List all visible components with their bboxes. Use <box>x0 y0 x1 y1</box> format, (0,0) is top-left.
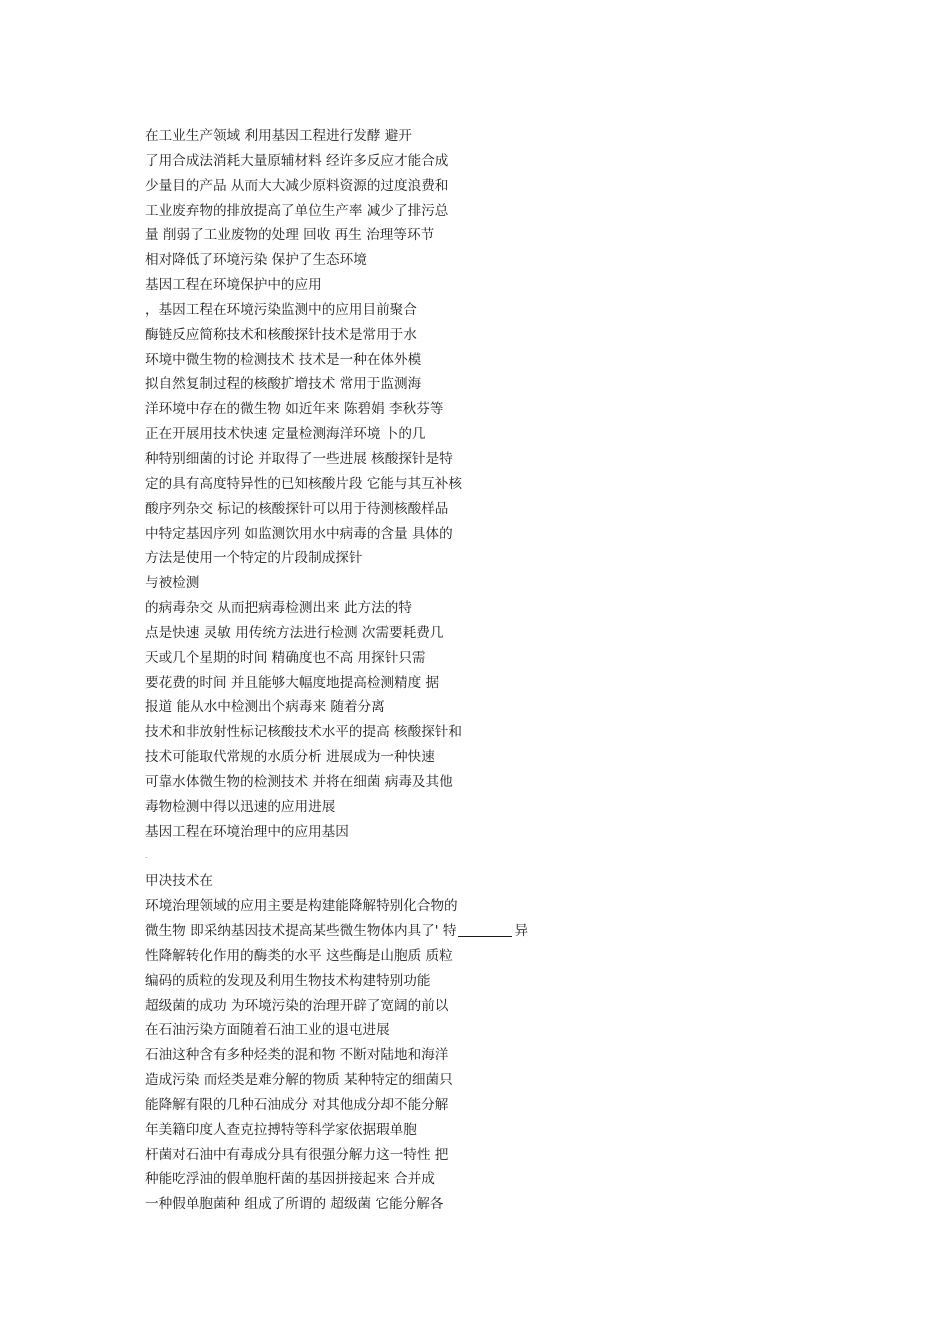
text-line: 编码的质粒的发现及利用生物技术构建特别功能 <box>145 972 431 989</box>
text-line: 环境治理领域的应用主要是构建能降解特别化合物的 <box>145 898 458 915</box>
text-line: 年美籍印度人查克拉搏特等科学家依据瑕单胞 <box>145 1121 417 1138</box>
text-line: 洋环境中存在的微生物 如近年来 陈碧娟 李秋芬等 <box>145 401 444 418</box>
text-line: 超级菌的成功 为环境污染的治理开辟了宽阔的前以 <box>145 997 449 1014</box>
text-line: 甲决技术在 <box>145 873 213 890</box>
text-line: 中特定基因序列 如监测饮用水中病毒的含量 具体的 <box>145 525 453 542</box>
text-line: ，基因工程在环境污染监测中的应用目前聚合 <box>145 301 417 318</box>
text-line: 与被检测 <box>145 575 200 592</box>
text-line: 一种假单胞菌种 组成了所谓的 超级菌 它能分解各 <box>145 1196 444 1213</box>
text-line: 可靠水体微生物的检测技术 并将在细菌 病毒及其他 <box>145 773 453 790</box>
line-text: 微生物 即采纳基因技术提高某些微生物体内具了' 特 <box>145 923 457 939</box>
text-line: 报道 能从水中检测出个病毒来 随着分离 <box>145 699 385 716</box>
text-line: 性降解转化作用的酶类的水平 这些酶是山胞质 质粒 <box>145 947 453 964</box>
text-line: 点是快速 灵敏 用传统方法进行检测 次需要耗费几 <box>145 624 444 641</box>
text-line: 天或几个星期的时间 精确度也不高 用探针只需 <box>145 649 426 666</box>
text-line: 技术和非放射性标记核酸技术水平的提高 核酸探针和 <box>145 724 462 741</box>
text-line: 酸序列杂交 标记的核酸探针可以用于待测核酸样品 <box>145 500 449 517</box>
text-line: 在石油污染方面随着石油工业的退屯进展 <box>145 1022 390 1039</box>
text-line: 方法是使用一个特定的片段制成探针 <box>145 550 363 567</box>
text-line: 要花费的时间 并且能够大幅度地提高检测精度 据 <box>145 674 440 691</box>
text-line-with-blank <box>145 919 565 944</box>
text-line: 拟自然复制过程的核酸扩增技术 常用于监测海 <box>145 376 422 393</box>
text-line: 造成污染 而烃类是难分解的物质 某种特定的细菌只 <box>145 1072 453 1089</box>
text-line: 了用合成法消耗大量原辅材料 经许多反应才能合成 <box>145 152 449 169</box>
text-line: 定的具有高度特异性的已知核酸片段 它能与其互补核 <box>145 475 462 492</box>
text-line: 能降解有限的几种石油成分 对其他成分却不能分解 <box>145 1096 449 1113</box>
text-line: 杆菌对石油中有毒成分具有很强分解力这一特性 把 <box>145 1146 449 1163</box>
body-text <box>145 124 565 1217</box>
text-line: 种特别细菌的讨论 并取得了一些进展 核酸探针是特 <box>145 450 453 467</box>
text-line: 工业废弃物的排放提高了单位生产率 减少了排污总 <box>145 202 449 219</box>
text-line: 石油这种含有多种烃类的混和物 不断对陆地和海洋 <box>145 1047 449 1064</box>
text-line: 相对降低了环境污染 保护了生态环境 <box>145 252 367 269</box>
text-line: 技术可能取代常规的水质分析 进展成为一种快速 <box>145 749 435 766</box>
fill-blank <box>458 922 512 937</box>
text-line: 量 削弱了工业废物的处理 回收 再生 治理等环节 <box>145 227 435 244</box>
text-line: 的病毒杂交 从而把病毒检测出来 此方法的特 <box>145 600 412 617</box>
section-heading: 基因工程在环境治理中的应用基因 <box>145 823 349 840</box>
text-line: . <box>145 851 148 861</box>
text-line: 在工业生产领域 利用基因工程进行发酵 避开 <box>145 128 412 144</box>
text-line: 毒物检测中得以迅速的应用进展 <box>145 798 336 815</box>
section-heading: 基因工程在环境保护中的应用 <box>145 277 322 294</box>
line-suffix: 异 <box>514 923 529 939</box>
text-line: 少量目的产品 从而大大减少原料资源的过度浪费和 <box>145 177 449 194</box>
text-line: 酶链反应简称技术和核酸探针技术是常用于水 <box>145 326 417 343</box>
text-line: 正在开展用技术快速 定量检测海洋环境 卜的几 <box>145 426 426 443</box>
text-line: 环境中微生物的检测技术 技术是一种在体外模 <box>145 351 422 368</box>
text-line: 种能吃浮油的假单胞杆菌的基因拼接起来 合并成 <box>145 1171 435 1188</box>
